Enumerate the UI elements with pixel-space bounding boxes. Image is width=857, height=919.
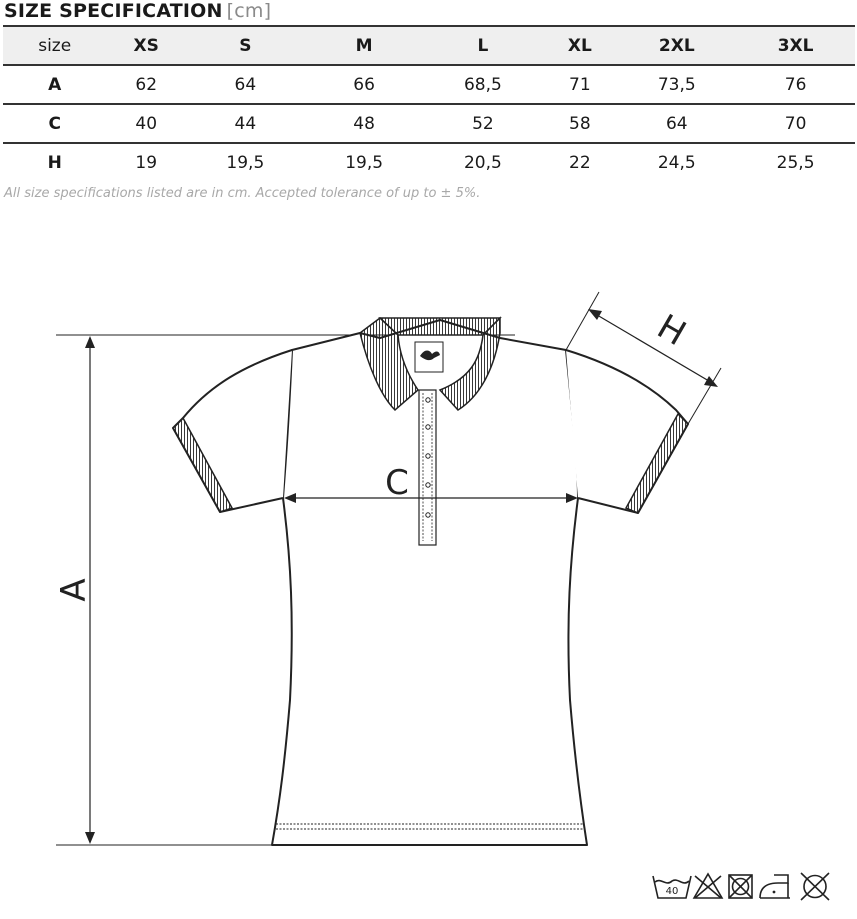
table-cell: 68,5 <box>424 65 543 104</box>
table-cell: 66 <box>305 65 424 104</box>
header-cell-xl: XL <box>542 26 617 65</box>
header-cell-l: L <box>424 26 543 65</box>
wash-40-icon <box>653 876 691 898</box>
table-cell: 19,5 <box>226 152 265 173</box>
header-cell-m: M <box>305 26 424 65</box>
wash-temperature: 40 <box>665 886 679 897</box>
table-cell: 48 <box>305 104 424 143</box>
label-a: A <box>54 578 94 602</box>
table-cell: 71 <box>542 65 617 104</box>
row-label: H <box>47 152 62 173</box>
table-cell: 22 <box>569 152 591 173</box>
table-cell: 73,5 <box>617 65 736 104</box>
row-label: A <box>3 65 106 104</box>
label-c: C <box>385 463 409 503</box>
care-symbols <box>653 873 829 900</box>
table-cell: 40 <box>106 104 186 143</box>
table-cell: 20,5 <box>463 152 502 173</box>
table-cell: 70 <box>736 104 855 143</box>
table-cell: 24,5 <box>657 152 696 173</box>
placket <box>419 390 436 545</box>
table-cell: 19,5 <box>345 152 384 173</box>
do-not-dry-clean-icon <box>801 873 829 900</box>
table-cell: 25,5 <box>776 152 815 173</box>
table-cell: 64 <box>186 65 305 104</box>
header-cell-2xl: 2XL <box>617 26 736 65</box>
label-h: H <box>650 306 693 355</box>
table-cell: 62 <box>106 65 186 104</box>
table-cell: 58 <box>542 104 617 143</box>
table-cell: 19 <box>135 152 158 173</box>
table-cell: 64 <box>617 104 736 143</box>
header-cell-s: S <box>186 26 305 65</box>
header-cell-size: size <box>3 26 106 65</box>
iron-low-icon <box>760 875 790 898</box>
do-not-bleach-icon <box>694 874 722 898</box>
header-cell-xs: XS <box>106 26 186 65</box>
title-text: SIZE SPECIFICATION <box>4 0 223 22</box>
table-cell: 52 <box>424 104 543 143</box>
table-cell: 76 <box>736 65 855 104</box>
header-cell-3xl: 3XL <box>736 26 855 65</box>
title-unit: [cm] <box>226 0 272 22</box>
do-not-tumble-dry-icon <box>729 875 752 898</box>
tolerance-note: All size specifications listed are in cm. Accepted tolerance of up to ± 5%. <box>4 186 481 201</box>
row-label: C <box>3 104 106 143</box>
table-cell: 44 <box>186 104 305 143</box>
